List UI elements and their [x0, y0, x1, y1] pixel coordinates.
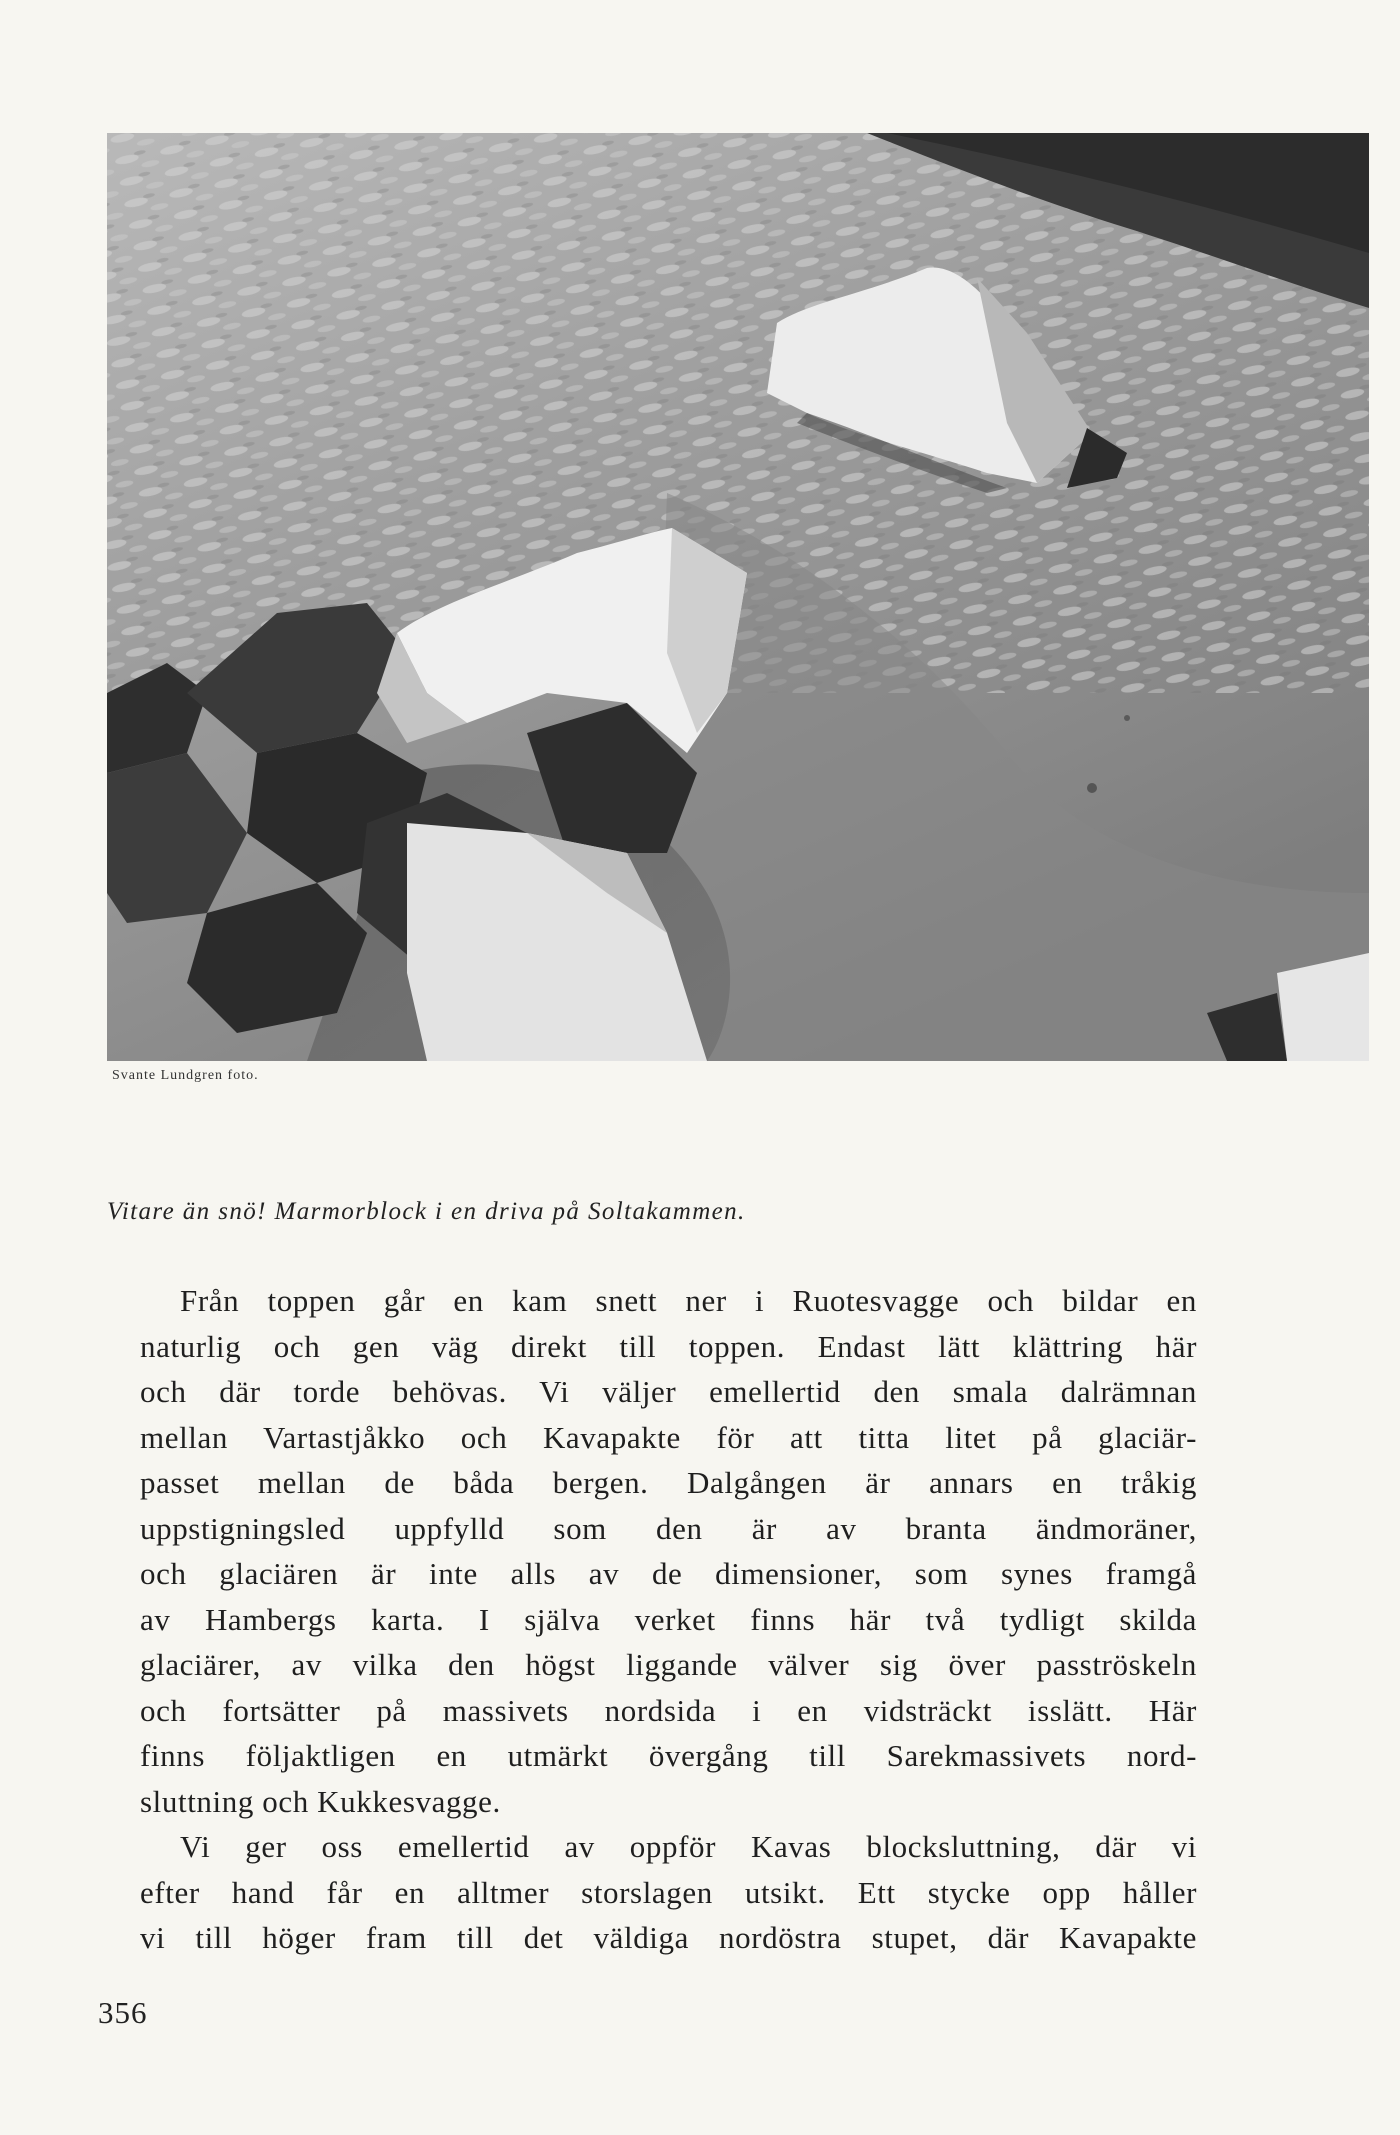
- text-line: och där torde behövas. Vi väljer emellertid den smala dalrämnan: [140, 1374, 1197, 1409]
- text-line: vi till höger fram till det väldiga nordöstra stupet, där Kavapakte: [140, 1920, 1197, 1955]
- photo-credit: Svante Lundgren foto.: [112, 1068, 259, 1083]
- text-line: och fortsätter på massivets nordsida i en vidsträckt isslätt. Här: [140, 1692, 1197, 1728]
- marble-block-photograph: [107, 133, 1369, 1061]
- text-line: och glaciären är inte alls av de dimensioner, som synes framgå: [140, 1556, 1197, 1591]
- text-line: av Hambergs karta. I själva verket finns här två tydligt skilda: [140, 1601, 1197, 1637]
- body-text: [104, 1278, 1197, 1961]
- text-line: naturlig och gen väg direkt till toppen. Endast lätt klättring här: [140, 1328, 1197, 1364]
- paragraph-2: [104, 1824, 1197, 1961]
- paragraph-1: [104, 1278, 1197, 1824]
- text-line: Från toppen går en kam snett ner i Ruotesvagge och bildar en: [180, 1283, 1197, 1318]
- page-number: 356: [98, 1995, 148, 2030]
- text-line: sluttning och Kukkesvagge.: [140, 1783, 501, 1819]
- text-line: efter hand får en alltmer storslagen utsikt. Ett stycke opp håller: [140, 1874, 1197, 1910]
- text-line: mellan Vartastjåkko och Kavapakte för att titta litet på glaciär-: [140, 1419, 1197, 1455]
- text-line: Vi ger oss emellertid av oppför Kavas blocksluttning, där vi: [180, 1829, 1197, 1864]
- figure-caption: Vitare än snö! Marmorblock i en driva på Soltakammen.: [107, 1198, 746, 1225]
- text-line: glaciärer, av vilka den högst liggande välver sig över pasströskeln: [140, 1647, 1197, 1682]
- text-line: passet mellan de båda bergen. Dalgången är annars en tråkig: [140, 1465, 1197, 1500]
- text-line: finns följaktligen en utmärkt övergång till Sarekmassivets nord-: [140, 1738, 1197, 1773]
- text-line: uppstigningsled uppfylld som den är av branta ändmoräner,: [140, 1510, 1197, 1546]
